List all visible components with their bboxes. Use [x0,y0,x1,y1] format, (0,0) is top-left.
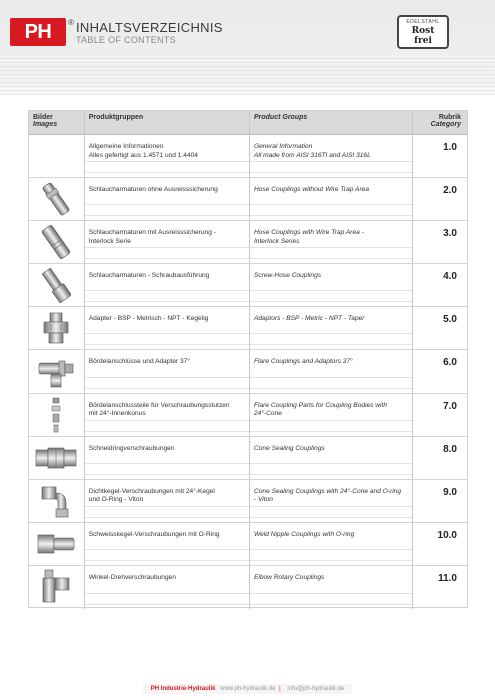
page-subtitle: TABLE OF CONTENTS [76,35,176,45]
row-image-cell [29,437,85,479]
row-group-de-text: Bördelanschlüsse und Adapter 37° [88,358,190,366]
hose-coupling-icon [41,180,71,218]
row-group-de-text: Schneidringverschraubungen [88,444,175,452]
row-image-cell [29,264,85,306]
footer-email-link[interactable]: info@ph-hydraulik.de [287,686,345,692]
rotary-elbow-icon [39,568,73,606]
footer-separator: | [279,686,281,692]
row-group-en-text: Cone Sealing Couplings [253,444,325,452]
row-category-link[interactable]: 3.0 [443,228,457,240]
row-image-cell [29,221,85,263]
row-group-en [250,178,413,220]
table-body [29,135,467,609]
badge-top-text: EDELSTAHL [406,18,440,25]
row-rule-lines [250,290,412,302]
table-row [29,178,467,221]
row-group-de [85,307,250,349]
row-group-de-text: Adapter - BSP - Metrisch - NPT - Kegelig [88,315,209,323]
row-rule-lines [85,463,249,475]
table-row [29,135,467,178]
row-group-en-text: Flare Couplings and Adaptors 37° [253,358,353,366]
row-rule-lines [85,204,249,216]
row-image-cell [29,178,85,220]
row-group-de [85,523,250,565]
footer-website-link[interactable]: www.ph-hydraulik.de [220,686,276,692]
row-group-en-text: Screw-Hose Couplings [253,272,322,280]
row-group-en [250,221,413,263]
flare-parts-icon [49,396,63,434]
ph-logo: PH [10,18,66,46]
header-groups-en [250,111,413,134]
row-group-de-text: Schlaucharmaturen mit Ausreisssicherung - Interlock Serie [88,229,216,245]
row-category-link[interactable]: 8.0 [443,443,457,455]
row-group-de-text: Schlaucharmaturen - Schraubausführung [88,272,210,280]
row-category-link[interactable]: 1.0 [443,142,457,153]
row-rule-lines [250,593,412,605]
row-rule-lines [85,161,249,173]
row-group-de-text: Dichtkegel-Verschraubungen mit 24°-Kegel und O-Ring - Viton [88,487,215,504]
row-category-link[interactable]: 10.0 [437,529,457,541]
row-group-de [85,437,250,479]
weld-nipple-icon [36,529,76,559]
union-icon [34,445,78,471]
row-image-cell [29,135,85,177]
row-image-cell [29,523,85,565]
screw-coupling-icon [41,266,71,304]
row-group-de [85,264,250,306]
row-group-en-text: Hose Couplings without Wire Trap Area [253,186,369,194]
table-row [29,307,467,350]
row-rule-lines [85,333,249,345]
registered-mark: ® [68,18,74,27]
header-groups-en-text: Product Groups [253,114,308,121]
row-group-en [250,394,413,436]
row-group-de [85,178,250,220]
row-image-cell [29,480,85,522]
table-row [29,221,467,264]
row-rule-lines [250,420,412,432]
row-group-de-text: Schlaucharmaturen ohne Ausreisssicherung [88,186,218,194]
row-rule-lines [250,161,412,173]
row-rule-lines [250,377,412,389]
table-row [29,350,467,393]
row-group-de [85,394,250,436]
row-rule-lines [250,463,412,475]
header-images-en: Images [33,121,58,128]
row-rule-lines [250,247,412,259]
row-group-de [85,480,250,522]
row-image-cell [29,307,85,349]
row-group-de [85,350,250,392]
row-group-de-text: Schweisskegel-Verschraubungen mit O-Ring [88,530,220,538]
row-category-link[interactable]: 11.0 [438,572,457,584]
row-group-en [250,264,413,306]
row-rule-lines [85,549,249,561]
flare-elbow-icon [37,355,75,389]
header-images [29,111,85,134]
interlock-coupling-icon [41,223,71,261]
row-group-en-text: Elbow Rotary Couplings [253,573,325,581]
row-rule-lines [250,333,412,345]
header-groups-de-text: Produktgruppen [88,114,144,121]
header-images-de: Bilder [33,114,53,121]
footer-brand: PH Industrie-Hydraulik [150,686,216,692]
row-group-de [85,566,250,609]
table-row [29,480,467,523]
row-group-de [85,221,250,263]
row-category-link[interactable]: 4.0 [443,271,457,283]
row-group-en [250,135,413,177]
contents-table [28,110,468,608]
row-group-de-text: Bördelanschlussteile für Verschraubungsstutzen mit 24°-Innenkonus [88,401,230,418]
row-group-en-text: Adaptors - BSP - Metric - NPT - Taper [253,315,365,323]
row-group-en [250,480,413,522]
footer-bar [143,684,352,694]
row-group-en-text: Hose Couplings with Wire Trap Area - Interlock Series [253,229,364,245]
row-group-en [250,437,413,479]
row-group-en [250,566,413,609]
table-row [29,566,467,609]
row-group-en-text: Cone Sealing Couplings with 24°-Cone and O-ring - Viton [253,487,402,504]
row-rule-lines [85,506,249,518]
page-title: INHALTSVERZEICHNIS [76,20,223,35]
header-rubric-de: Rubrik [438,114,461,121]
row-category-link[interactable]: 6.0 [443,357,457,369]
row-image-cell [29,394,85,436]
page-header [0,0,495,88]
row-group-en [250,307,413,349]
badge-line-1: Rost [411,25,435,36]
header-rubric-en: Category [430,121,461,128]
table-row [29,437,467,480]
header-stripes [0,55,495,95]
row-group-de [85,135,250,177]
header-groups-de [85,111,250,134]
row-rule-lines [250,204,412,216]
adapter-icon [39,311,73,345]
badge-line-2: frei [414,35,432,46]
row-image-cell [29,566,85,609]
row-rule-lines [250,549,412,561]
row-rule-lines [85,247,249,259]
row-rule-lines [85,377,249,389]
row-group-en-text: Flare Coupling Parts for Coupling Bodies with 24°-Cone [253,401,388,418]
table-row [29,264,467,307]
row-rule-lines [85,290,249,302]
cone-elbow-icon [38,483,74,519]
table-header [29,111,467,135]
table-row [29,394,467,437]
row-group-en-text: General Information All made from AISI 316TI and AISI 316L [253,143,371,159]
row-group-de-text: Winkel-Drehverschraubungen [88,573,176,581]
table-row [29,523,467,566]
row-category-link[interactable]: 2.0 [443,185,457,197]
row-group-en-text: Weld Nipple Couplings with O-ring [253,530,355,538]
row-category-link[interactable]: 5.0 [443,314,457,326]
rostfrei-badge [397,15,449,49]
header-rubric [413,111,467,134]
row-group-en [250,523,413,565]
page-footer [0,678,495,700]
row-group-en [250,350,413,392]
row-rule-lines [85,593,249,605]
row-rule-lines [250,506,412,518]
row-image-cell [29,350,85,392]
row-category-link[interactable]: 9.0 [443,486,457,498]
row-rule-lines [85,420,249,432]
row-group-de-text: Allgemeine Informationen Alles gefertigt aus 1.4571 und 1.4404 [88,143,198,159]
row-category-link[interactable]: 7.0 [443,400,457,412]
